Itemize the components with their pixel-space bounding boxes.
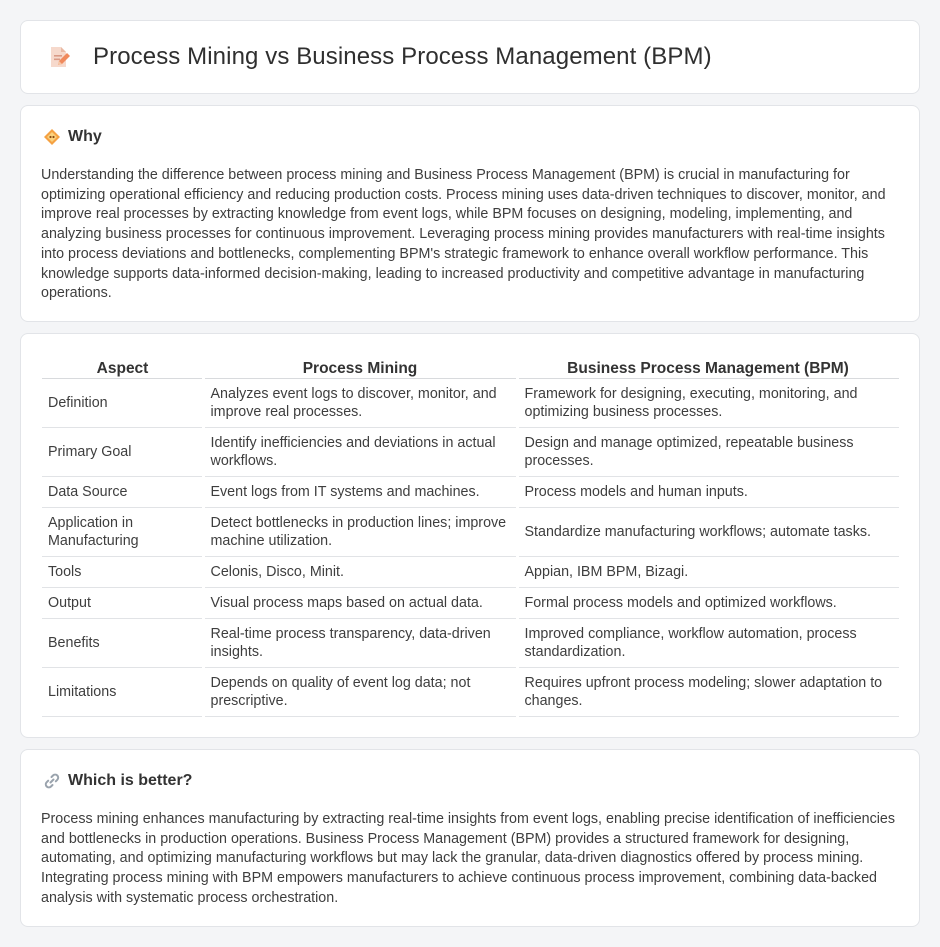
bpm-cell: Process models and human inputs. [517, 476, 899, 507]
aspect-cell: Tools [42, 556, 203, 587]
why-card [20, 105, 920, 322]
column-header-aspect: Aspect [42, 354, 203, 378]
table-row [42, 667, 899, 716]
process-mining-cell: Real-time process transparency, data-driven insights. [203, 618, 517, 667]
table-row [42, 427, 899, 476]
aspect-cell: Benefits [42, 618, 203, 667]
aspect-cell: Data Source [42, 476, 203, 507]
document-edit-icon [47, 45, 71, 69]
why-heading: Why [68, 128, 102, 145]
column-header-bpm: Business Process Management (BPM) [517, 354, 899, 378]
process-mining-cell: Visual process maps based on actual data. [203, 587, 517, 618]
process-mining-cell: Event logs from IT systems and machines. [203, 476, 517, 507]
table-row [42, 476, 899, 507]
better-paragraph: Process mining enhances manufacturing by extracting real-time insights from event logs, enabling precise identification of inefficiencies and bottlenecks in production operations. Business Process Management (BPM) provides a structured framework for designing, automating, and optimizing manufacturing workflows but may lack the granular, data-driven diagnostics offered by process mining. Integrating process mining with BPM empowers manufacturers to achieve continuous process improvement, combining data-backed analysis with systematic process orchestration. [41, 811, 896, 906]
aspect-cell: Output [42, 587, 203, 618]
bpm-cell: Appian, IBM BPM, Bizagi. [517, 556, 899, 587]
bpm-cell: Design and manage optimized, repeatable business processes. [517, 427, 899, 476]
aspect-cell: Definition [42, 378, 203, 427]
better-card [20, 749, 920, 927]
bpm-cell: Improved compliance, workflow automation, process standardization. [517, 618, 899, 667]
comparison-card [20, 333, 920, 738]
bpm-cell: Standardize manufacturing workflows; automate tasks. [517, 507, 899, 556]
diamond-sparkle-icon [43, 128, 61, 146]
table-row [42, 587, 899, 618]
column-header-process-mining: Process Mining [203, 354, 517, 378]
why-paragraph: Understanding the difference between process mining and Business Process Management (BPM) is crucial in manufacturing for optimizing operational efficiency and reducing production costs. Process mining uses data-driven techniques to discover, monitor, and improve real processes by extracting knowledge from event logs, while BPM focuses on designing, modeling, implementing, and analyzing business processes for continuous improvement. Leveraging process mining provides manufacturers with real-time insights into process deviations and bottlenecks, complementing BPM's strategic framework to enhance overall workflow performance. This knowledge supports data-informed decision-making, leading to increased productivity and competitive advantage in manufacturing operations. [41, 167, 886, 302]
table-row [42, 378, 899, 427]
table-row [42, 618, 899, 667]
better-heading: Which is better? [68, 772, 193, 789]
title-card [20, 20, 920, 94]
bpm-cell: Requires upfront process modeling; slower adaptation to changes. [517, 667, 899, 716]
aspect-cell: Application in Manufacturing [42, 507, 203, 556]
aspect-cell: Limitations [42, 667, 203, 716]
bpm-cell: Framework for designing, executing, monitoring, and optimizing business processes. [517, 378, 899, 427]
table-header-row [42, 354, 899, 378]
process-mining-cell: Detect bottlenecks in production lines; improve machine utilization. [203, 507, 517, 556]
comparison-table [42, 354, 899, 717]
aspect-cell: Primary Goal [42, 427, 203, 476]
why-heading-row [43, 128, 102, 146]
table-row [42, 507, 899, 556]
process-mining-cell: Analyzes event logs to discover, monitor, and improve real processes. [203, 378, 517, 427]
process-mining-cell: Depends on quality of event log data; not prescriptive. [203, 667, 517, 716]
better-heading-row [43, 772, 192, 790]
process-mining-cell: Identify inefficiencies and deviations in actual workflows. [203, 427, 517, 476]
bpm-cell: Formal process models and optimized workflows. [517, 587, 899, 618]
link-icon [43, 772, 61, 790]
process-mining-cell: Celonis, Disco, Minit. [203, 556, 517, 587]
table-row [42, 556, 899, 587]
page-title: Process Mining vs Business Process Management (BPM) [93, 43, 712, 70]
